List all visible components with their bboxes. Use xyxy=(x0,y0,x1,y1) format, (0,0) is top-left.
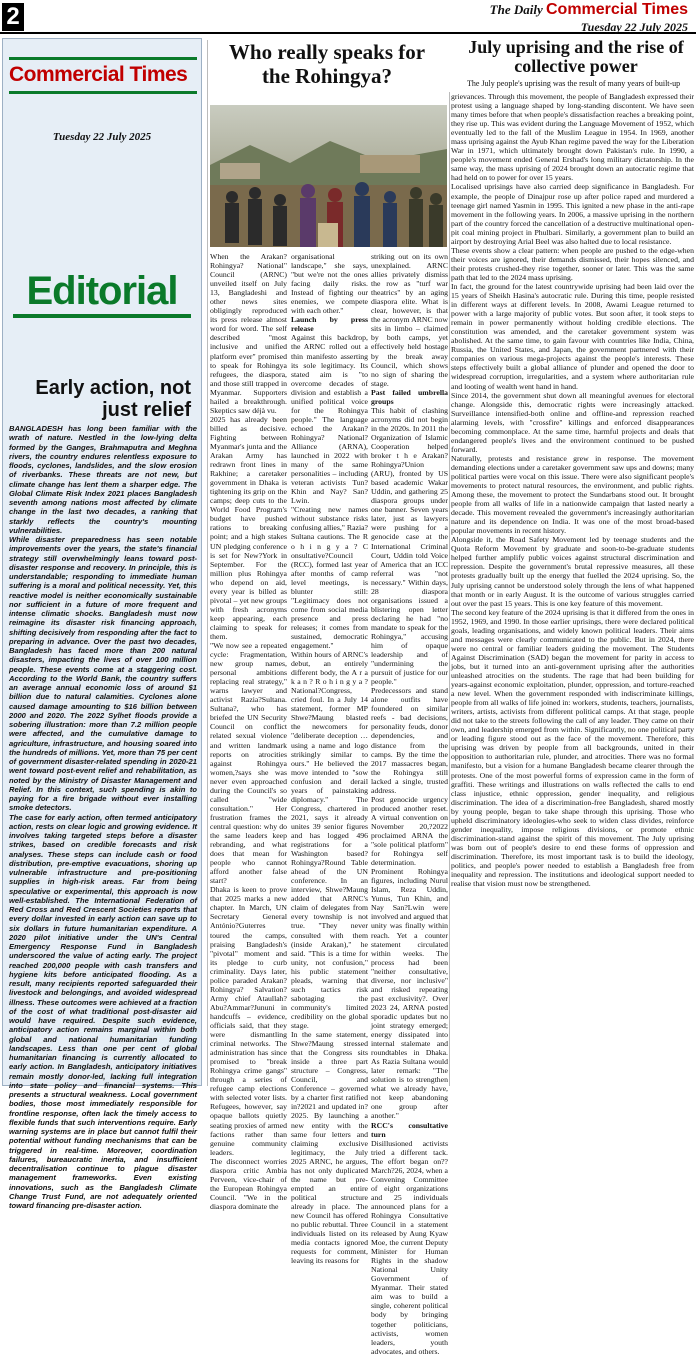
article1-headline: Who really speaks for the Rohingya? xyxy=(228,40,426,88)
column-divider xyxy=(207,40,208,1086)
page-number: 2 xyxy=(2,3,24,31)
paragraph: Within hours of ARNC's debut, an entirely different body, the A r a k a n ? R o h i n g y a ? National?Congress, cried foul. In a July 14 statement, former MP Shwe?Maung blasted the newcomers for "deliberate deception … using a name and logo strikingly similar to ours." He believed the move intended to "sow confusion and derail years of painstaking diplomacy." The Congress, chartered in 2021, says it already unites 39 senior figures and has logged 496 registrations for a Washington based? Rohingya?Round Table ahead of the UN conference. In an interview, Shwe?Maung added that ARNC's claim of delegates from every township is not true. "They never consulted with them (inside Arakan)," he said. "This is a time for unity, not confusion," his public statement pleads, warning that such tactics risk sabotaging the community's limited credibility on the global stage. xyxy=(291,650,368,1030)
page-header xyxy=(0,0,696,34)
paragraph: Since 2014, the government shut down all meaningful avenues for electoral change. Alongside this, democratic rights were increasingly attacked. Surveillance intensified-both online and offline-and repression reached alarming levels, with "crossfire" killings and enforced disappearances becoming commonplace. At the same time, harmful projects and deals that endangered people's lives and the environment continued to be pushed forward. xyxy=(451,390,694,454)
editorial-sidebar xyxy=(2,38,202,1210)
editorial-paragraph: While disaster preparedness has seen notable improvements over the years, the state's financial strategy still overwhelmingly leans toward post-disaster response and recovery. In principle, this is understandable; responding to immediate human suffering is a moral and political necessity. Yet, this reactive model is neither economically sustainable nor sufficient in a future of more frequent and intense climatic shocks. Bangladesh must now reimagine its disaster risk financing approach, shifting decisively from responding after the fact to preparing in advance. Over the past two decades, Bangladesh has faced more than 200 natural disasters, impacting the lives of over 100 million people. These events come at a staggering cost. According to the World Bank, the country suffers an average annual economic loss of around $1 billion due to natural calamities. Cyclones alone caused damage amounting to $16 billion between 2000 and 2020. The 2022 Sylhet floods provide a sobering illustration: more than 7.2 million people were affected, and the cumulative damage to agriculture, infrastructure, and housing soared into the hundreds of millions. Yet, more than 75 per cent of government disaster-related spending in 2020-21 went toward post-event relief and rehabilitation, as noted by the Ministry of Disaster Management and Relief. In this context, such spending is akin to paying for a fire brigade without ever installing smoke detectors. xyxy=(9,535,197,813)
paragraph: Dhaka is keen to prove that 2025 marks a new chapter. In March, UN Secretary General António?Guterres toured the camps, praising Bangladesh's "pivotal" moment and its pledge to curb criminality. Days later, police paraded Arakan? Rohingya? Salvation? Army chief Ataullah? Abu?Ammar?Jununi in handcuffs – evidence, officials said, that they were dismantling criminal networks. The administration has since promised to "break Rohingya crime gangs" through a series of refugee camp elections with selected voter lists. Refugees, however, say opaque ballots quietly seating proxies of armed factions rather than genuine community leaders. xyxy=(210,885,287,1157)
article2-standfirst: The July people's uprising was the result of many years of built-up xyxy=(467,79,681,88)
paragraph: "We now see a repeated cycle: Fragmentation, new group names, personal ambitions replacing real strategy," warns lawyer and activist Razia?Sultana. Sultana?, who has briefed the UN Security Council on conflict related sexual violence and written landmark reports on atrocities against Rohingya women,?says she was never even approached during the Council's so called "wide consultation." Her frustration frames the central question: why do the same leaders keep rebranding, and what does that mean for people who cannot afford another false start? xyxy=(210,641,287,886)
sidebar-rule-bottom xyxy=(9,91,197,94)
paragraph: Against this backdrop, the ARNC rolled out a thin manifesto asserting its sole legitimacy. Its stated aim is "to overcome decades of division and establish a unified political voice for the Rohingya people." The language echoed the Arakan? Rohingya? National?Alliance (ARNA), launched in 2022 with many of the same personalities – including veteran activists Tun?Khin and Nay? San?Lwin. xyxy=(291,333,368,506)
editorial-paragraph: The case for early action, often termed anticipatory action, rests on clear logic and growing evidence. It involves taking targeted steps before a disaster strikes, based on credible forecasts and risk analyses. These steps can include cash or food distribution, pre-emptive evacuations, shoring up vulnerable infrastructure and pre-positioning supplies in high-risk areas. Far from being speculative or experimental, this approach is now well-established. The International Federation of Red Cross and Red Crescent Societies reports that every dollar invested in early action can save up to six dollars in future humanitarian expenditure. A 2020 pilot initiative under the UN's Central Emergency Response Fund in Bangladesh underscored the value of acting early. The project reached 200,000 people with cash transfers and hygiene kits before anticipated flooding. As a result, many recipients reported safeguarded their livestock and belongings, and avoided widespread illness. These outcomes were achieved at a fraction of the cost of what traditional post-disaster aid would have required. Despite such evidence, anticipatory action remains marginal within both global and national humanitarian funding landscapes. Less than one per cent of global humanitarian financing is currently allocated to early action. In Bangladesh, anticipatory initiatives remain mostly donor-led, lacking full integration into state policy and financial systems. This presents a structural weakness. Local government bodies, those most immediately responsible for frontline response, often lack the timely access to flexible funds that such interventions require. Early warning systems are in place but cannot fulfil their potential without funding mechanisms that can be triggered in real-time. Moreover, coordination failures, bureaucratic inertia, and insufficient decentralisation continue to plague disaster management frameworks. Even existing innovations, such as the Bangladesh Climate Change Trust Fund, are not adequately oriented toward financing pre-disaster action. xyxy=(9,812,197,1210)
paragraph: organisational landscape," she says, "but we're not the ones facing daily risks. Instead of fighting our enemies, we compete with each other." xyxy=(291,252,368,316)
paragraph: When the Arakan? Rohingya? National" Council (ARNC) unveiled itself on July 13, Bangladeshi and other news sites obligingly reproduced its press release almost word for word. The self described "most inclusive and unified platform ever" promised to speak for Rohingya refugees, the diaspora, and those still trapped in Myanmar. Supporters hailed a breakthrough. Skeptics saw déjà vu. xyxy=(210,252,287,415)
editorial-label: Editorial xyxy=(26,269,178,313)
paragraph: These events show a clear pattern: when people are pushed to the edge-when their voices are ignored, their demands dismissed, their hopes silenced, and their protests crushed-they rise together, sooner or later. This was the same path that led to the 2024 mass uprising. xyxy=(451,245,694,282)
masthead-date: Tuesday 22 July 2025 xyxy=(580,20,688,34)
paragraph: Post genocide urgency produced another reset. A virtual convention on November 20,?2022 proclaimed ARNA the "sole political platform" for Rohingya self determination. Prominent Rohingya figures, including Nurul Islam, Reza Uddin, Yunus, Tun Khin, and Nay San?Lwin were involved and argued that unity was finally within reach. Yet a counter statement circulated within weeks. The process had been "neither consultative, diverse, nor inclusive" and risked repeating past exclusivity?. Over 2023 24, ARNA posted sporadic updates but no joint strategy emerged; energy dissipated into internal stalemate and roundtables in Dhaka. As Razia Sultana would later remark: "The solution is to strengthen what we already have, not keep abandoning one group after another." xyxy=(371,794,448,1121)
article2-column-1 xyxy=(451,92,694,1086)
masthead-name: Commercial Times xyxy=(546,1,688,18)
subhead: RCC's consultative turn xyxy=(371,1120,448,1139)
editorial-paragraph: BANGLADESH has long been familiar with the wrath of nature. Nestled in the low-lying delta formed by the Ganges, Brahmaputra and Meghna rivers, the country endures relentless exposure to floods, cyclones, landslides, and the slow erosion of riverbanks. These threats are not new, but climate change has lent them a sharper edge. The Global Climate Risk Index 2021 places Bangladesh seventh among nations most affected by climate change in the last two decades, a ranking that starkly reflects the country's mounting vulnerabilities. xyxy=(9,424,197,535)
paragraph: Naturally, protests and resistance grew in response. The movement demanding elections under a caretaker government saw ups and downs; many political parties were vocal on this issue. There were also significant people's movements to protect natural resources, the environment, and public rights. Among these, the movement to protect the Sundarbans stood out. It brought people from all walks of life in a nationwide campaign that lasted nearly a decade. This movement revealed the government's increasingly authoritarian nature and its dependence on India. It was one of the most broad-based popular movements in recent history. xyxy=(451,453,694,536)
article2-headline: July uprising and the rise of collective power xyxy=(468,37,684,76)
paragraph: This habit of clashing acronyms did not begin in the 2020s. In 2011 the Organization of Islamic Cooperation helped broker t h e Arakan?Rohingya?Union (ARU), fronted by US based academic Wakar Uddin, and gathering 25 diaspora groups under one banner. Seven years later, just as lawyers were pushing for a genocide case at the International Criminal Court, Uddin told Voice of America that an ICC referral was "not necessary." Within days, 28 diaspora organisations issued a blistering open letter declaring he had "no mandate to speak for the Rohingya," accusing him of opaque leadership and of "undermining the pursuit of justice for our people." xyxy=(371,405,448,687)
paragraph: striking out on its own unexplained. ARNC allies privately dismiss the row as "turf war theatrics" by an aging diaspora elite. What is clear, however, is that the acronym ARNC now sits in limbo – claimed by both camps, yet effectively held hostage by the break away Council, which shows no sign of sharing the stage. xyxy=(371,252,448,388)
article1-column-2 xyxy=(291,252,368,1266)
paragraph: Predecessors and stand alone outfits have foundered on similar reefs - bad decisions, personality feuds, donor dependencies, and distance from the camps. By the time the 2017 massacres began, the Rohingya still lacked a single, trusted address. xyxy=(371,686,448,795)
paragraph: "Creating new names without substance risks confusing allies," Razia?Sultana cautions. The R o h i n g y a ? C onsultative?Council (RCC), formed last year after months of camp level meetings, is blunter still: "Legitimacy does not come from social media presence and press releases; it comes from sustained, democratic engagement." xyxy=(291,505,368,651)
paragraph: In fact, the ground for the latest countrywide uprising had been laid over the 15 years of Sheikh Hasina's autocratic rule. During this time, people resisted in different ways at different levels. In 2008, Awami League returned to power with a large majority of public votes. But soon after, it took steps to remain in power permanently without holding credible elections. The constitution was amended, and the caretaker government system was abolished. At the same time, to gain favour with countries like India, China, Russia, the United States, and Japan, the government partnered with their companies on various mega-projects against the people's interests. These steps effectively built a global alliance of plunder and opened the door to widespread corruption, irregularities, and a system where authoritarian rule and looting of wealth went hand in hand. xyxy=(451,281,694,391)
subhead: Launch by press release xyxy=(291,315,368,334)
editorial-underline xyxy=(13,314,191,318)
paragraph: grievances. Through this movement, the people of Bangladesh expressed their protest using a language shaped by long-standing discontent. We have seen many times before that when people's dissatisfaction reaches a breaking point, they rise up. This was evident during the Language Movement of 1952, which eventually led to the fall of the Muslim League in 1954. In 1969, another mass uprising against the Ayub Khan regime paved the way for the Liberation War in 1971, which ultimately brought down Pakistan's rule. In 1990, a people's movement ended General Ershad's long military dictatorship. In the same way, the mass uprising of 2024 brought down an autocratic regime that had held on to power for over 15 years. xyxy=(451,92,694,183)
photo-illustration xyxy=(210,105,447,247)
paragraph: Disillusioned activists tried a different tack. The effort began on??March?26, 2024, when a Convening Committee of eight organizations and 25 individuals announced plans for a Rohingya Consultative Council in a statement released by Aung Kyaw Moe, the current Deputy Minister for Human Rights in the shadow National Unity Government of Myanmar. Their stated aim was to build a single, coherent political body by bringing together politicians, activists, women leaders, youth advocates, and others. xyxy=(371,1138,448,1356)
paragraph: Alongside it, the Road Safety Movement led by teenage students and the Quota Reform Movement by graduate and soon-to-be-graduate students helped further amplify public voices against structural discrimination and repression. Despite the government's brutal repressive measures, all these protests gradually built up the energy that fuelled the 2024 uprising. So, the July uprising cannot be understood solely through the lens of what happened that month or in early August. It is the outcome of various struggles carried out over the past 15 years. This is one key feature of this movement. xyxy=(451,535,694,608)
paragraph: The disconnect worries diaspora critic Ambia Perveen, vice-chair of the European Rohingya Council. "We in the diaspora dominate the xyxy=(210,1156,287,1211)
article1-column-3 xyxy=(371,252,448,1356)
paragraph: 2025 has already been billed as decisive. Fighting between Myanmar's junta and the Arakan Army has redrawn front lines in Rakhine; a caretaker government in Dhaka is tightening its grip on the camps; deep cuts to the World Food Program's budget have pushed rations to breaking point; and a high stakes UN pledging conference is set for New?York in September. For the million plus Rohingya who depend on aid, every year is billed as pivotal – yet new groups with fresh acronyms keep appearing, each claiming to speak for them. xyxy=(210,414,287,641)
editorial-headline: Early action, not just relief xyxy=(35,377,191,421)
column-divider xyxy=(449,92,450,1086)
subhead: Past failed umbrella groups xyxy=(371,387,448,406)
masthead xyxy=(490,1,688,35)
paragraph: In the same statement, Shwe?Maung stressed that the Congress sits inside a three part structure – Congress, Council, and Conference – governed by a charter first ratified in?2021 and updated in?2025. By launching a new entity with the same four letters and claiming exclusive legitimacy, the July 2025 ARNC, he argues, has not only duplicated the name but pre-empted an entire political structure already in place. The new Council has offered no public rebuttal. Three individuals listed on its media contacts ignored requests for comment, leaving its reasons for xyxy=(291,1030,368,1266)
sidebar-logo: Commercial Times xyxy=(9,63,188,86)
sidebar-date: Tuesday 22 July 2025 xyxy=(52,131,152,143)
paragraph: Localised uprisings have also carried deep significance in Bangladesh. For example, the people of Dinajpur rose up after police raped and murdered a teenage girl named Yasmin in 1995. This ignited a new phase in the anti-rape movement in the following years. In 2006, a massive uprising in the northern part of the country forced the cancellation of a destructive multinational open-pit coal mining project in Phulbari. Similarly, a government plan to build an airport by destroying Arial Beel was also halted due to local resistance. xyxy=(451,182,694,246)
article1-column-1 xyxy=(210,252,287,1211)
rohingya-photo xyxy=(210,105,447,247)
masthead-prefix: The Daily xyxy=(489,2,543,17)
paragraph: The second key feature of the 2024 uprising is that it differed from the ones in 1952, 1969, and 1990. In those earlier uprisings, there were declared political goals, leading organisations, and widely known political leaders. Their aims and messages were clearly communicated to the public. But in 2024, there were no central or familiar leaders guiding the movement. The Students Against Discrimination (SAD) began the movement for parity in access to jobs, but it turned into an anti-government uprising after the authorities unleashed atrocities on the students. The rage that had been building for years-against economic exploitation, plunder, oppression, and torture-reached a new level. When the government responded with indiscriminate killings, people from all walks of life joined in: workers, students, teachers, journalists, writers, artists, activists from different political camps. At that stage, people did not take to the streets following the call of any leader. They came on their own, and leadership emerged from within. Significantly, no one political party or leading figure stood out as the face of the movement. Therefore, this uprising was driven by people from all backgrounds, united in their opposition to authoritarian rule, plunder, and atrocities. There was no formal manifesto, but a vision for a humane Bangladesh became clearer through the protests. One of the most powerful forms of expression came in the form of graffiti. These writings and illustrations on walls reflected the calls to end class injustice, ethnic oppression, gender inequality, and religious discrimination. The idea of a discrimination-free Bangladesh, shared mostly by young people, began to take shape through this uprising. Those who upheld discriminatory ideologies-who seek to widen class divides, reinforce gender inequality, impose religious divisions, or promote ethnic discrimination-stand against the spirit of this movement. The July uprising was born out of people's desire to end these forms of oppression and discrimination. Therefore, its most important task is to build the ideology, politics, and people's power needed to establish a Bangladesh free from inequality and repression. The institutions and ideological support needed to realise that vision must now be strengthened. xyxy=(451,607,694,889)
editorial-body xyxy=(9,424,197,1210)
sidebar-rule-top xyxy=(9,57,197,60)
